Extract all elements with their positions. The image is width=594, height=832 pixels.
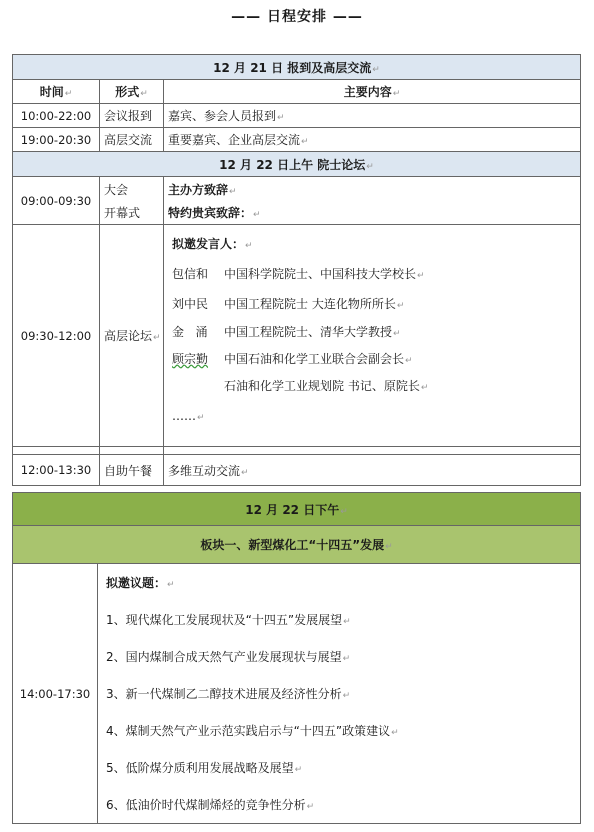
day2am-band: 12 月 22 日上午 院士论坛↵ (13, 152, 581, 177)
day1-band: 12 月 21 日 报到及高层交流↵ (13, 55, 581, 80)
opening-row (13, 177, 581, 225)
table-row (13, 128, 581, 152)
row-time: 10:00-22:00 (13, 104, 100, 128)
col-time: 时间↵ (13, 80, 100, 104)
row-time: 14:00-17:30 (13, 564, 98, 824)
row-content: 嘉宾、参会人员报到↵ (164, 104, 581, 128)
row-form: 高层交流 (100, 128, 164, 152)
topic-item: 2、国内煤制合成天然气产业发展现状与展望↵ (106, 650, 351, 664)
col-content: 主要内容↵ (164, 80, 581, 104)
row-content: 主办方致辞↵ 特约贵宾致辞：↵ (164, 177, 581, 225)
row-form: 自助午餐 (100, 455, 164, 486)
row-form: 高层论坛↵ (100, 225, 164, 447)
day2pm-header: 12 月 22 日下午 (245, 502, 340, 517)
speaker-item: 顾宗勤 中国石油和化学工业联合会副会长↵ (172, 352, 413, 366)
topic-item: 3、新一代煤制乙二醇技术进展及经济性分析↵ (106, 687, 351, 701)
speaker-item: 刘中民 中国工程院院士 大连化物所所长↵ (172, 297, 405, 311)
row-time: 09:00-09:30 (13, 177, 100, 225)
ellipsis: …… (172, 409, 196, 423)
spacer-row (13, 447, 581, 455)
lunch-row (13, 455, 581, 486)
speaker-item: 石油和化学工业规划院 书记、原院长↵ (224, 379, 429, 393)
row-content: 重要嘉宾、企业高层交流↵ (164, 128, 581, 152)
session-title: 板块一、新型煤化工“十四五”发展 (200, 538, 385, 552)
row-time: 09:30-12:00 (13, 225, 100, 447)
topic-item: 5、低阶煤分质利用发展战略及展望↵ (106, 761, 303, 775)
page-title: —— 日程安排 —— (231, 9, 363, 25)
session-band: 板块一、新型煤化工“十四五”发展↵ (13, 526, 581, 564)
schedule-table-morning (12, 54, 581, 486)
day2pm-band: 12 月 22 日下午↵ (13, 493, 581, 526)
topic-item: 6、低油价时代煤制烯烃的竞争性分析↵ (106, 798, 315, 812)
row-content: 多维互动交流↵ (164, 455, 581, 486)
topic-item: 4、煤制天然气产业示范实践启示与“十四五”政策建议↵ (106, 724, 399, 738)
row-form: 会议报到 (100, 104, 164, 128)
day2am-header: 12 月 22 日上午 院士论坛 (219, 157, 366, 172)
forum-row (13, 225, 581, 447)
row-time: 19:00-20:30 (13, 128, 100, 152)
speaker-item: 金 涌 中国工程院院士、清华大学教授↵ (172, 325, 401, 339)
speaker-item: 包信和 中国科学院院士、中国科技大学校长↵ (172, 267, 425, 281)
topics-row (13, 564, 581, 824)
table-row (13, 104, 581, 128)
topic-list: 拟邀议题：↵ 1、现代煤化工发展现状及“十四五”发展展望↵ 2、国内煤制合成天然气产业发展现状与展望↵ 3、新一代煤制乙二醇技术进展及经济性分析↵ 4、煤制天然气产业示范实践启示与“十四五”政策建议↵ 5、低阶煤分质利用发展战略及展望↵ 6、低油价时代煤制烯烃的竞争性分析↵ (98, 564, 581, 824)
speaker-list: 拟邀发言人：↵ 包信和 中国科学院院士、中国科技大学校长↵ 刘中民 中国工程院院士 大连化物所所长↵ 金 涌 中国工程院院士、清华大学教授↵ 顾宗勤 中国石油和化学工业联合会副会长↵ 石油和化学工业规划院 书记、原院长↵ ……↵ (164, 225, 581, 447)
row-time: 12:00-13:30 (13, 455, 100, 486)
col-form: 形式↵ (100, 80, 164, 104)
day1-header: 12 月 21 日 报到及高层交流 (213, 60, 372, 75)
topic-item: 1、现代煤化工发展现状及“十四五”发展展望↵ (106, 613, 351, 627)
column-header-row (13, 80, 581, 104)
schedule-table-afternoon (12, 492, 581, 824)
row-form: 大会 开幕式 (100, 177, 164, 225)
